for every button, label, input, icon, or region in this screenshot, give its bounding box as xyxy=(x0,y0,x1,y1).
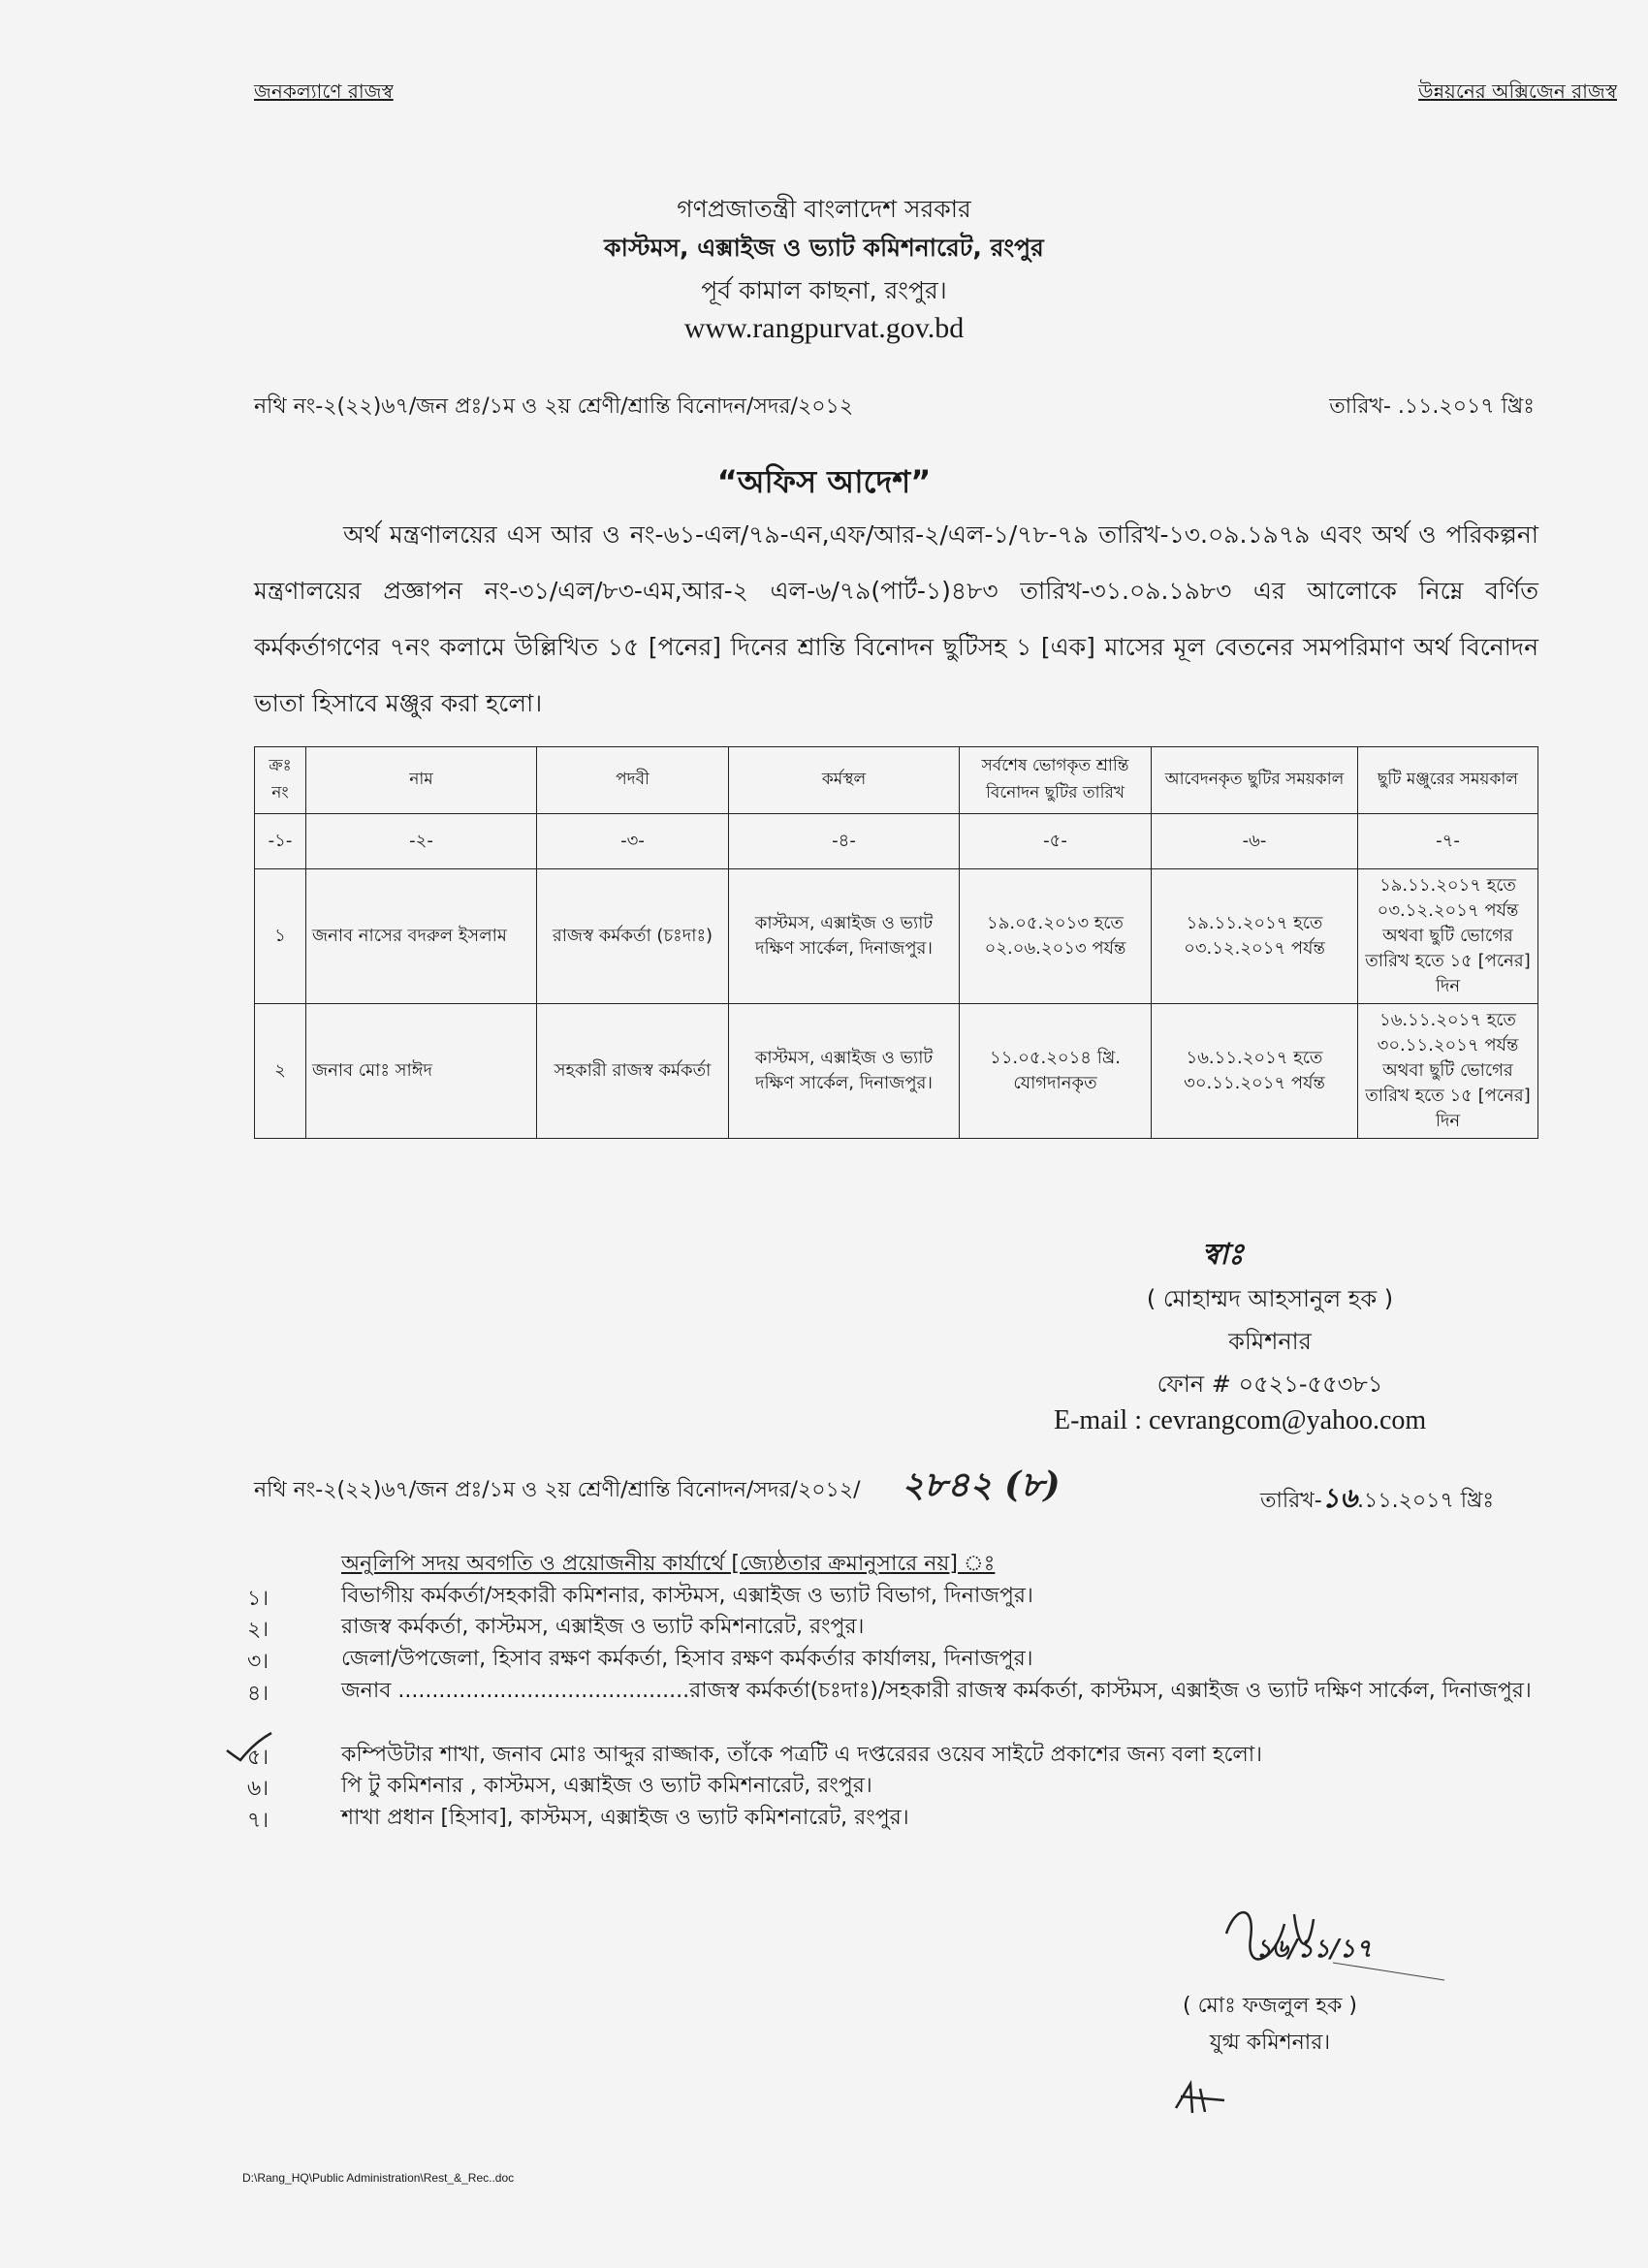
col-number: -৫- xyxy=(960,814,1152,869)
memo2-date-suffix: .১১.২০১৭ খ্রিঃ xyxy=(1357,1489,1495,1513)
handwritten-memo-no: ২৮৪২ (৮) xyxy=(902,1465,1061,1505)
cell-last-leave: ১৯.০৫.২০১৩ হতে ০২.০৬.২০১৩ পর্যন্ত xyxy=(960,869,1152,1004)
cc-number: ৭। xyxy=(247,1809,269,1833)
joint-commissioner-name: ( মোঃ ফজলুল হক ) xyxy=(1183,1994,1357,2018)
table-row xyxy=(255,869,1538,1004)
col-number: -১- xyxy=(255,814,306,869)
handwritten-day: ১৬ xyxy=(1321,1482,1358,1514)
memo-date: তারিখ- .১১.২০১৭ খ্রিঃ xyxy=(1329,394,1535,419)
cell-designation: রাজস্ব কর্মকর্তা (চঃদাঃ) xyxy=(537,869,729,1004)
col-number: -৬- xyxy=(1152,814,1358,869)
col-header-sanctioned: ছুটি মঞ্জুরের সময়কাল xyxy=(1358,747,1538,814)
col-number: -৪- xyxy=(729,814,960,869)
table-header-row xyxy=(255,747,1538,814)
col-number: -৭- xyxy=(1358,814,1538,869)
cc-item: শাখা প্রধান [হিসাব], কাস্টমস, এক্সাইজ ও ভ্যাট কমিশনারেট, রংপুর। xyxy=(341,1806,909,1830)
col-header-workplace: কর্মস্থল xyxy=(729,747,960,814)
cell-workplace: কাস্টমস, এক্সাইজ ও ভ্যাট দক্ষিণ সার্কেল, দিনাজপুর। xyxy=(729,1004,960,1139)
cc-number: ৩। xyxy=(247,1650,269,1674)
cell-sanctioned: ১৯.১১.২০১৭ হতে ০৩.১২.২০১৭ পর্যন্ত অথবা ছুটি ভোগের তারিখ হতে ১৫ [পনের] দিন xyxy=(1358,869,1538,1004)
cc-item: পি টু কমিশনার , কাস্টমস, এক্সাইজ ও ভ্যাট কমিশনারেট, রংপুর। xyxy=(341,1774,872,1798)
cell-designation: সহকারী রাজস্ব কর্মকর্তা xyxy=(537,1004,729,1139)
memo2-date xyxy=(1260,1477,1494,1523)
col-number: -২- xyxy=(306,814,537,869)
cc-item: জনাব ...........................................রাজস্ব কর্মকর্তা(চঃদাঃ)/সহকারী রাজস্ব কর্মকর্তা, কাস্টমস, এক্সাইজ ও ভ্যাট দক্ষিণ সার্কেল, দিনাজপুর। xyxy=(341,1679,1532,1703)
cc-number: ৪। xyxy=(247,1682,269,1706)
cc-number: ২। xyxy=(247,1618,269,1642)
col-header-name: নাম xyxy=(306,747,537,814)
initial-scribble-icon xyxy=(1171,2079,1229,2118)
memo2-file-no: নথি নং-২(২২)৬৭/জন প্রঃ/১ম ও ২য় শ্রেণী/শ্রান্তি বিনোদন/সদর/২০১২/ xyxy=(254,1478,861,1502)
col-header-applied: আবেদনকৃত ছুটির সময়কাল xyxy=(1152,747,1358,814)
handwritten-signature-date: ১৬/১১/১৭ xyxy=(1255,1935,1373,1964)
cc-item: কম্পিউটার শাখা, জনাব মোঃ আব্দুর রাজ্জাক, তাঁকে পত্রটি এ দপ্তরেরর ওয়েব সাইটে প্রকাশের জন্য বলা হলো। xyxy=(341,1743,1262,1767)
col-header-designation: পদবী xyxy=(537,747,729,814)
memo-file-no: নথি নং-২(২২)৬৭/জন প্রঃ/১ম ও ২য় শ্রেণী/শ্রান্তি বিনোদন/সদর/২০১২ xyxy=(254,394,854,419)
cc-number: ৫। xyxy=(247,1746,269,1770)
signature-mark: স্বাঃ xyxy=(1202,1238,1244,1272)
cell-workplace: কাস্টমস, এক্সাইজ ও ভ্যাট দক্ষিণ সার্কেল, দিনাজপুর। xyxy=(729,869,960,1004)
cc-item: বিভাগীয় কর্মকর্তা/সহকারী কমিশনার, কাস্টমস, এক্সাইজ ও ভ্যাট বিভাগ, দিনাজপুর। xyxy=(341,1584,1033,1608)
col-number: -৩- xyxy=(537,814,729,869)
slogan-right: উন্নয়নের অক্সিজেন রাজস্ব xyxy=(1418,79,1617,103)
cc-item: জেলা/উপজেলা, হিসাব রক্ষণ কর্মকর্তা, হিসাব রক্ষণ কর্মকর্তার কার্যালয়, দিনাজপুর। xyxy=(341,1647,1033,1671)
cc-number: ৬। xyxy=(247,1777,269,1801)
memo2-date-prefix: তারিখ- xyxy=(1260,1489,1322,1513)
website-link[interactable]: www.rangpurvat.gov.bd xyxy=(683,312,965,344)
col-header-sl: ক্রঃ নং xyxy=(255,747,306,814)
govt-name: গণপ্রজাতন্ত্রী বাংলাদেশ সরকার xyxy=(677,195,971,223)
commissioner-designation: কমিশনার xyxy=(1228,1328,1312,1355)
order-title: “অফিস আদেশ” xyxy=(716,463,932,500)
cell-applied: ১৯.১১.২০১৭ হতে ০৩.১২.২০১৭ পর্যন্ত xyxy=(1152,869,1358,1004)
office-name: কাস্টমস, এক্সাইজ ও ভ্যাট কমিশনারেট, রংপুর xyxy=(604,234,1044,262)
cell-sl: ১ xyxy=(255,869,306,1004)
order-body: অর্থ মন্ত্রণালয়ের এস আর ও নং-৬১-এল/৭৯-এন,এফ/আর-২/এল-১/৭৮-৭৯ তারিখ-১৩.০৯.১৯৭৯ এবং অর্থ ও পরিকল্পনা মন্ত্রণালয়ের প্রজ্ঞাপন নং-৩১/এল/৮৩-এম,আর-২ এল-৬/৭৯(পার্ট-১)৪৮৩ তারিখ-৩১.০৯.১৯৮৩ এর আলোকে নিম্নে বর্ণিত কর্মকর্তাগণের ৭নং কলামে উল্লিখিত ১৫ [পনের] দিনের শ্রান্তি বিনোদন ছুটিসহ ১ [এক] মাসের মূল বেতনের সমপরিমাণ অর্থ বিনোদন ভাতা হিসাবে মঞ্জুর করা হলো। xyxy=(254,520,1538,717)
cc-heading: অনুলিপি সদয় অবগতি ও প্রয়োজনীয় কার্যার্থে [জ্যেষ্ঠতার ক্রমানুসারে নয়] ঃ xyxy=(341,1552,996,1576)
cell-last-leave: ১১.০৫.২০১৪ খ্রি. যোগদানকৃত xyxy=(960,1004,1152,1139)
commissioner-phone: ফোন # ০৫২১-৫৫৩৮১ xyxy=(1157,1370,1383,1398)
cell-sanctioned: ১৬.১১.২০১৭ হতে ৩০.১১.২০১৭ পর্যন্ত অথবা ছুটি ভোগের তারিখ হতে ১৫ [পনের] দিন xyxy=(1358,1004,1538,1139)
file-path-footer: D:\Rang_HQ\Public Administration\Rest_&_Rec..doc xyxy=(242,2171,515,2185)
commissioner-email: E-mail : cevrangcom@yahoo.com xyxy=(1054,1405,1427,1435)
slogan-left: জনকল্যাণে রাজস্ব xyxy=(254,79,394,103)
cell-name: জনাব নাসের বদরুল ইসলাম xyxy=(306,869,537,1004)
column-number-row xyxy=(255,814,1538,869)
office-address: পূর্ব কামাল কাছনা, রংপুর। xyxy=(701,276,947,304)
cell-applied: ১৬.১১.২০১৭ হতে ৩০.১১.২০১৭ পর্যন্ত xyxy=(1152,1004,1358,1139)
cc-item: রাজস্ব কর্মকর্তা, কাস্টমস, এক্সাইজ ও ভ্যাট কমিশনারেট, রংপুর। xyxy=(341,1615,865,1639)
cell-name: জনাব মোঃ সাঈদ xyxy=(306,1004,537,1139)
joint-commissioner-designation: যুগ্ম কমিশনার। xyxy=(1209,2031,1331,2055)
col-header-last-leave: সর্বশেষ ভোগকৃত শ্রান্তি বিনোদন ছুটির তারিখ xyxy=(960,747,1152,814)
leave-table xyxy=(254,746,1538,1139)
cc-number: ১। xyxy=(247,1587,269,1611)
table-row xyxy=(255,1004,1538,1139)
cell-sl: ২ xyxy=(255,1004,306,1139)
commissioner-name: ( মোহাম্মদ আহসানুল হক ) xyxy=(1146,1285,1394,1312)
